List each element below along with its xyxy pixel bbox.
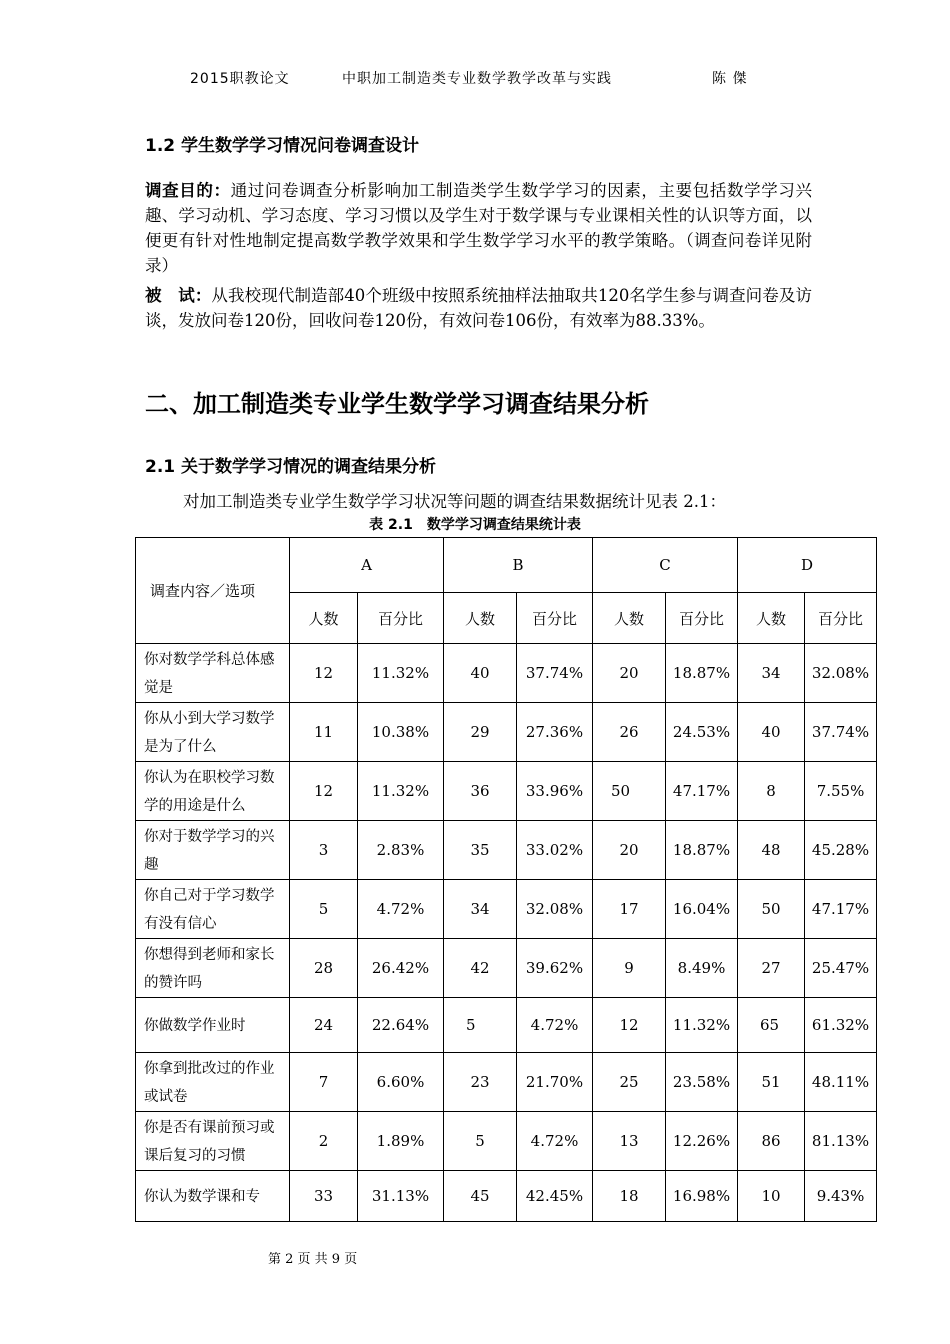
count-cell: 29 xyxy=(444,703,517,762)
count-cell: 24 xyxy=(290,998,358,1053)
survey-subject-paragraph xyxy=(145,283,812,333)
percent-cell: 37.74% xyxy=(805,703,877,762)
percent-cell: 4.72% xyxy=(517,998,593,1053)
count-cell: 48 xyxy=(738,821,805,880)
count-cell: 9 xyxy=(593,939,666,998)
page-footer: 第 2 页 共 9 页 xyxy=(268,1252,358,1267)
count-cell: 40 xyxy=(444,644,517,703)
percent-cell: 18.87% xyxy=(666,821,738,880)
percent-cell: 4.72% xyxy=(358,880,444,939)
count-header: 人数 xyxy=(444,593,517,644)
count-cell: 34 xyxy=(444,880,517,939)
count-header: 人数 xyxy=(738,593,805,644)
percent-cell: 22.64% xyxy=(358,998,444,1053)
survey-purpose-paragraph xyxy=(145,178,812,278)
percent-cell: 47.17% xyxy=(805,880,877,939)
count-cell: 34 xyxy=(738,644,805,703)
count-header: 人数 xyxy=(593,593,666,644)
count-cell: 23 xyxy=(444,1053,517,1112)
table-row xyxy=(136,1112,877,1171)
count-cell: 12 xyxy=(290,644,358,703)
percent-cell: 33.96% xyxy=(517,762,593,821)
question-cell: 你自己对于学习数学有没有信心 xyxy=(136,880,290,939)
percent-cell: 31.13% xyxy=(358,1171,444,1222)
chapter-2-heading: 二、加工制造类专业学生数学学习调查结果分析 xyxy=(145,390,649,418)
header-author: 陈 傑 xyxy=(712,71,748,87)
option-a-header: A xyxy=(290,538,444,593)
header-year-label: 2015职教论文 xyxy=(190,71,290,87)
table-row xyxy=(136,762,877,821)
table-row xyxy=(136,939,877,998)
percent-cell: 8.49% xyxy=(666,939,738,998)
survey-subject-text: 从我校现代制造部40个班级中按照系统抽样法抽取共120名学生参与调查问卷及访谈，发放问卷120份，回收问卷120份，有效问卷106份，有效率为88.33%。 xyxy=(145,286,812,330)
count-cell: 10 xyxy=(738,1171,805,1222)
corner-header-cell: 调查内容／选项 xyxy=(136,538,290,644)
count-cell: 25 xyxy=(593,1053,666,1112)
count-cell: 86 xyxy=(738,1112,805,1171)
count-cell: 13 xyxy=(593,1112,666,1171)
percent-cell: 42.45% xyxy=(517,1171,593,1222)
percent-cell: 39.62% xyxy=(517,939,593,998)
table-row xyxy=(136,821,877,880)
percent-cell: 21.70% xyxy=(517,1053,593,1112)
question-cell: 你从小到大学习数学是为了什么 xyxy=(136,703,290,762)
question-cell: 你认为数学课和专 xyxy=(136,1171,290,1222)
count-cell: 33 xyxy=(290,1171,358,1222)
percent-cell: 1.89% xyxy=(358,1112,444,1171)
count-cell: 50 xyxy=(738,880,805,939)
section-1-2-heading: 1.2 学生数学学习情况问卷调查设计 xyxy=(145,136,420,156)
count-cell: 65 xyxy=(738,998,805,1053)
question-cell: 你是否有课前预习或课后复习的习惯 xyxy=(136,1112,290,1171)
table-caption: 表 2.1 数学学习调查结果统计表 xyxy=(369,517,581,533)
option-c-header: C xyxy=(593,538,738,593)
question-cell: 你想得到老师和家长的赞许吗 xyxy=(136,939,290,998)
count-cell: 3 xyxy=(290,821,358,880)
count-header: 人数 xyxy=(290,593,358,644)
percent-cell: 26.42% xyxy=(358,939,444,998)
count-cell: 51 xyxy=(738,1053,805,1112)
count-cell: 20 xyxy=(593,644,666,703)
percent-cell: 12.26% xyxy=(666,1112,738,1171)
table-row xyxy=(136,1053,877,1112)
percent-cell: 11.32% xyxy=(358,644,444,703)
count-cell: 7 xyxy=(290,1053,358,1112)
survey-purpose-label: 调查目的： xyxy=(145,181,231,200)
percent-cell: 10.38% xyxy=(358,703,444,762)
count-cell: 26 xyxy=(593,703,666,762)
count-cell: 2 xyxy=(290,1112,358,1171)
percent-cell: 37.74% xyxy=(517,644,593,703)
count-cell: 42 xyxy=(444,939,517,998)
table-row xyxy=(136,703,877,762)
percent-cell: 25.47% xyxy=(805,939,877,998)
count-cell: 11 xyxy=(290,703,358,762)
table-header-row-options xyxy=(136,538,877,593)
table-row xyxy=(136,1171,877,1222)
count-cell: 45 xyxy=(444,1171,517,1222)
table-row xyxy=(136,998,877,1053)
count-cell: 36 xyxy=(444,762,517,821)
percent-cell: 23.58% xyxy=(666,1053,738,1112)
percent-cell: 45.28% xyxy=(805,821,877,880)
percent-cell: 27.36% xyxy=(517,703,593,762)
percent-cell: 7.55% xyxy=(805,762,877,821)
question-cell: 你对于数学学习的兴趣 xyxy=(136,821,290,880)
count-cell: 50 xyxy=(593,762,666,821)
count-cell: 18 xyxy=(593,1171,666,1222)
count-cell: 35 xyxy=(444,821,517,880)
percent-cell: 61.32% xyxy=(805,998,877,1053)
count-cell: 27 xyxy=(738,939,805,998)
survey-subject-label: 被 试： xyxy=(145,286,212,305)
count-cell: 20 xyxy=(593,821,666,880)
table-row xyxy=(136,644,877,703)
percent-cell: 48.11% xyxy=(805,1053,877,1112)
count-cell: 5 xyxy=(444,1112,517,1171)
count-cell: 17 xyxy=(593,880,666,939)
percent-cell: 6.60% xyxy=(358,1053,444,1112)
percent-cell: 2.83% xyxy=(358,821,444,880)
survey-results-table xyxy=(135,537,877,1222)
percent-header: 百分比 xyxy=(805,593,877,644)
percent-header: 百分比 xyxy=(666,593,738,644)
percent-cell: 16.98% xyxy=(666,1171,738,1222)
count-cell: 28 xyxy=(290,939,358,998)
count-cell: 5 xyxy=(290,880,358,939)
option-b-header: B xyxy=(444,538,593,593)
header-title: 中职加工制造类专业数学教学改革与实践 xyxy=(342,71,612,87)
percent-cell: 32.08% xyxy=(805,644,877,703)
table-intro-text: 对加工制造类专业学生数学学习状况等问题的调查结果数据统计见表 2.1： xyxy=(183,492,726,511)
table-row xyxy=(136,880,877,939)
question-cell: 你认为在职校学习数学的用途是什么 xyxy=(136,762,290,821)
percent-cell: 11.32% xyxy=(358,762,444,821)
question-cell: 你做数学作业时 xyxy=(136,998,290,1053)
percent-cell: 9.43% xyxy=(805,1171,877,1222)
section-2-1-heading: 2.1 关于数学学习情况的调查结果分析 xyxy=(145,457,437,477)
count-cell: 12 xyxy=(290,762,358,821)
percent-cell: 4.72% xyxy=(517,1112,593,1171)
option-d-header: D xyxy=(738,538,877,593)
percent-cell: 47.17% xyxy=(666,762,738,821)
percent-cell: 18.87% xyxy=(666,644,738,703)
percent-header: 百分比 xyxy=(358,593,444,644)
count-cell: 8 xyxy=(738,762,805,821)
question-cell: 你拿到批改过的作业或试卷 xyxy=(136,1053,290,1112)
percent-header: 百分比 xyxy=(517,593,593,644)
percent-cell: 81.13% xyxy=(805,1112,877,1171)
survey-purpose-text: 通过问卷调查分析影响加工制造类学生数学学习的因素，主要包括数学学习兴趣、学习动机、学习态度、学习习惯以及学生对于数学课与专业课相关性的认识等方面，以便更有针对性地制定提高数学教学效果和学生数学学习水平的教学策略。（调查问卷详见附录） xyxy=(145,181,813,275)
count-cell: 12 xyxy=(593,998,666,1053)
percent-cell: 33.02% xyxy=(517,821,593,880)
percent-cell: 16.04% xyxy=(666,880,738,939)
percent-cell: 24.53% xyxy=(666,703,738,762)
count-cell: 40 xyxy=(738,703,805,762)
count-cell: 5 xyxy=(444,998,517,1053)
percent-cell: 32.08% xyxy=(517,880,593,939)
percent-cell: 11.32% xyxy=(666,998,738,1053)
question-cell: 你对数学学科总体感觉是 xyxy=(136,644,290,703)
